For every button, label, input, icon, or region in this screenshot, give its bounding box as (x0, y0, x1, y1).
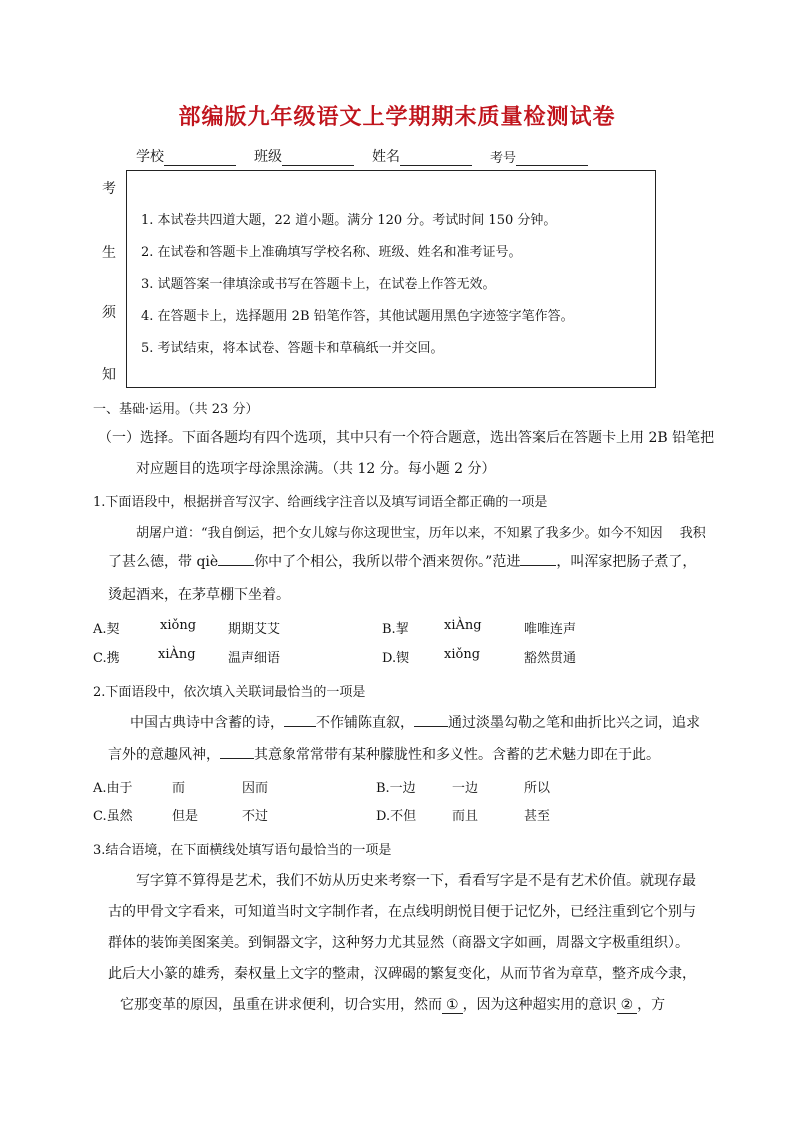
option-b-word: 唯唯连声 (524, 622, 577, 637)
answer-blank[interactable] (284, 712, 316, 727)
question-3-passage-line: 它那变革的原因，虽重在讲求便利，切合实用，然而 ① ，因为这种超实用的意识 ② ，方 (120, 997, 666, 1013)
part-instructions: （一）选择。下面各题均有四个选项，其中只有一个符合题意，选出答案后在答题卡上用 2B 铅笔把 (98, 430, 715, 446)
school-blank[interactable] (164, 151, 236, 166)
option-b[interactable]: B.挈 (382, 622, 409, 637)
notice-item: 1. 本试卷共四道大题，22 道小题。满分 120 分。考试时间 150 分钟。 (141, 213, 557, 228)
class-blank[interactable] (282, 151, 354, 166)
question-3-stem: 3.结合语境，在下面横线处填写语句最恰当的一项是 (93, 843, 392, 858)
question-2-passage: 中国古典诗中含蓄的诗， 不作铺陈直叙， 通过淡墨勾勒之笔和曲折比兴之词，追求 (130, 712, 700, 732)
option-a-word2: 而 (172, 781, 186, 796)
school-field[interactable]: 学校 (136, 146, 236, 166)
option-d[interactable]: D.不但 (376, 809, 417, 824)
answer-blank[interactable] (414, 712, 448, 727)
question-3-passage-line: 写字算不算得是艺术，我们不妨从历史来考察一下，看看写字是不是有艺术价值。就现存最 (136, 873, 696, 889)
option-c[interactable]: C.虽然 (93, 809, 133, 824)
exam-number-blank[interactable] (516, 151, 588, 166)
option-c-pinyin: xiÀng (158, 647, 196, 662)
name-blank[interactable] (400, 151, 472, 166)
notice-side-label: 考 生 须 知 (92, 170, 127, 388)
option-a-word3: 因而 (242, 781, 269, 796)
option-b-word3: 所以 (524, 781, 551, 796)
exam-number-field[interactable]: 考号 (490, 146, 588, 166)
notice-item: 2. 在试卷和答题卡上准确填写学校名称、班级、姓名和准考证号。 (141, 245, 522, 260)
answer-blank[interactable] (218, 551, 254, 566)
question-1-stem: 1.下面语段中，根据拼音写汉字、给画线字注音以及填写词语全都正确的一项是 (93, 495, 548, 510)
notice-box (126, 170, 656, 388)
option-c[interactable]: C.携 (93, 651, 120, 666)
option-d-word2: 而且 (452, 809, 479, 824)
question-1-passage-cont: 了甚么德，带 qiè 你中了个相公，我所以带个酒来贺你。”范进 ，叫浑家把肠子煮了， (108, 551, 696, 571)
answer-blank[interactable] (220, 744, 254, 759)
option-c-word2: 但是 (172, 809, 199, 824)
blank-marker-2[interactable]: ② (617, 997, 638, 1014)
option-c-word3: 不过 (242, 809, 269, 824)
question-2-passage-cont: 言外的意趣风神， 其意象常常带有某种朦胧性和多义性。含蓄的艺术魅力即在于此。 (108, 744, 660, 764)
question-2-stem: 2.下面语段中，依次填入关联词最恰当的一项是 (93, 685, 366, 700)
part-instructions-cont: 对应题目的选项字母涂黑涂满。（共 12 分。每小题 2 分） (136, 461, 496, 477)
option-d[interactable]: D.锲 (382, 651, 410, 666)
question-3-passage-line: 古的甲骨文字看来，可知道当时文字制作者，在点线明朗悦目便于记忆外，已经注重到它个别与 (108, 904, 696, 920)
student-info-line (136, 146, 636, 166)
notice-item: 5. 考试结束，将本试卷、答题卡和草稿纸一并交回。 (141, 341, 444, 356)
option-d-word3: 甚至 (524, 809, 551, 824)
name-field[interactable]: 姓名 (372, 146, 472, 166)
question-3-passage-line: 此后大小篆的雄秀，秦权量上文字的整肃，汉碑碣的繁复变化，从而节省为章草，整齐成今隶， (108, 966, 696, 982)
option-a-word: 期期艾艾 (228, 622, 281, 637)
notice-item: 4. 在答题卡上，选择题用 2B 铅笔作答，其他试题用黑色字迹签字笔作答。 (141, 309, 574, 324)
section-heading: 一、基础·运用。（共 23 分） (93, 402, 259, 417)
notice-item: 3. 试题答案一律填涂或书写在答题卡上，在试卷上作答无效。 (141, 277, 496, 292)
blank-marker-1[interactable]: ① (442, 997, 463, 1014)
option-d-word: 豁然贯通 (524, 651, 577, 666)
option-b-pinyin: xiÀng (444, 618, 482, 633)
option-a[interactable]: A.契 (93, 622, 120, 637)
question-3-passage-line: 群体的装饰美图案美。到铜器文字，这种努力尤其显然（商器文字如画，周器文字极重组织）。 (108, 935, 689, 951)
class-field[interactable]: 班级 (254, 146, 354, 166)
option-d-pinyin: xiǒng (444, 647, 481, 662)
option-b[interactable]: B.一边 (376, 781, 416, 796)
page-title: 部编版九年级语文上学期期末质量检测试卷 (178, 105, 616, 130)
option-a-pinyin: xiǒng (160, 618, 197, 633)
option-c-word: 温声细语 (228, 651, 281, 666)
option-b-word2: 一边 (452, 781, 479, 796)
question-1-passage: 胡屠户道：“我自倒运，把个女儿嫁与你这现世宝，历年以来，不知累了我多少。如今不知因 我积 (136, 526, 706, 541)
option-a[interactable]: A.由于 (93, 781, 133, 796)
question-1-passage-end: 烫起酒来，在茅草棚下坐着。 (108, 587, 290, 603)
exam-notice (92, 170, 656, 388)
answer-blank[interactable] (520, 551, 556, 566)
